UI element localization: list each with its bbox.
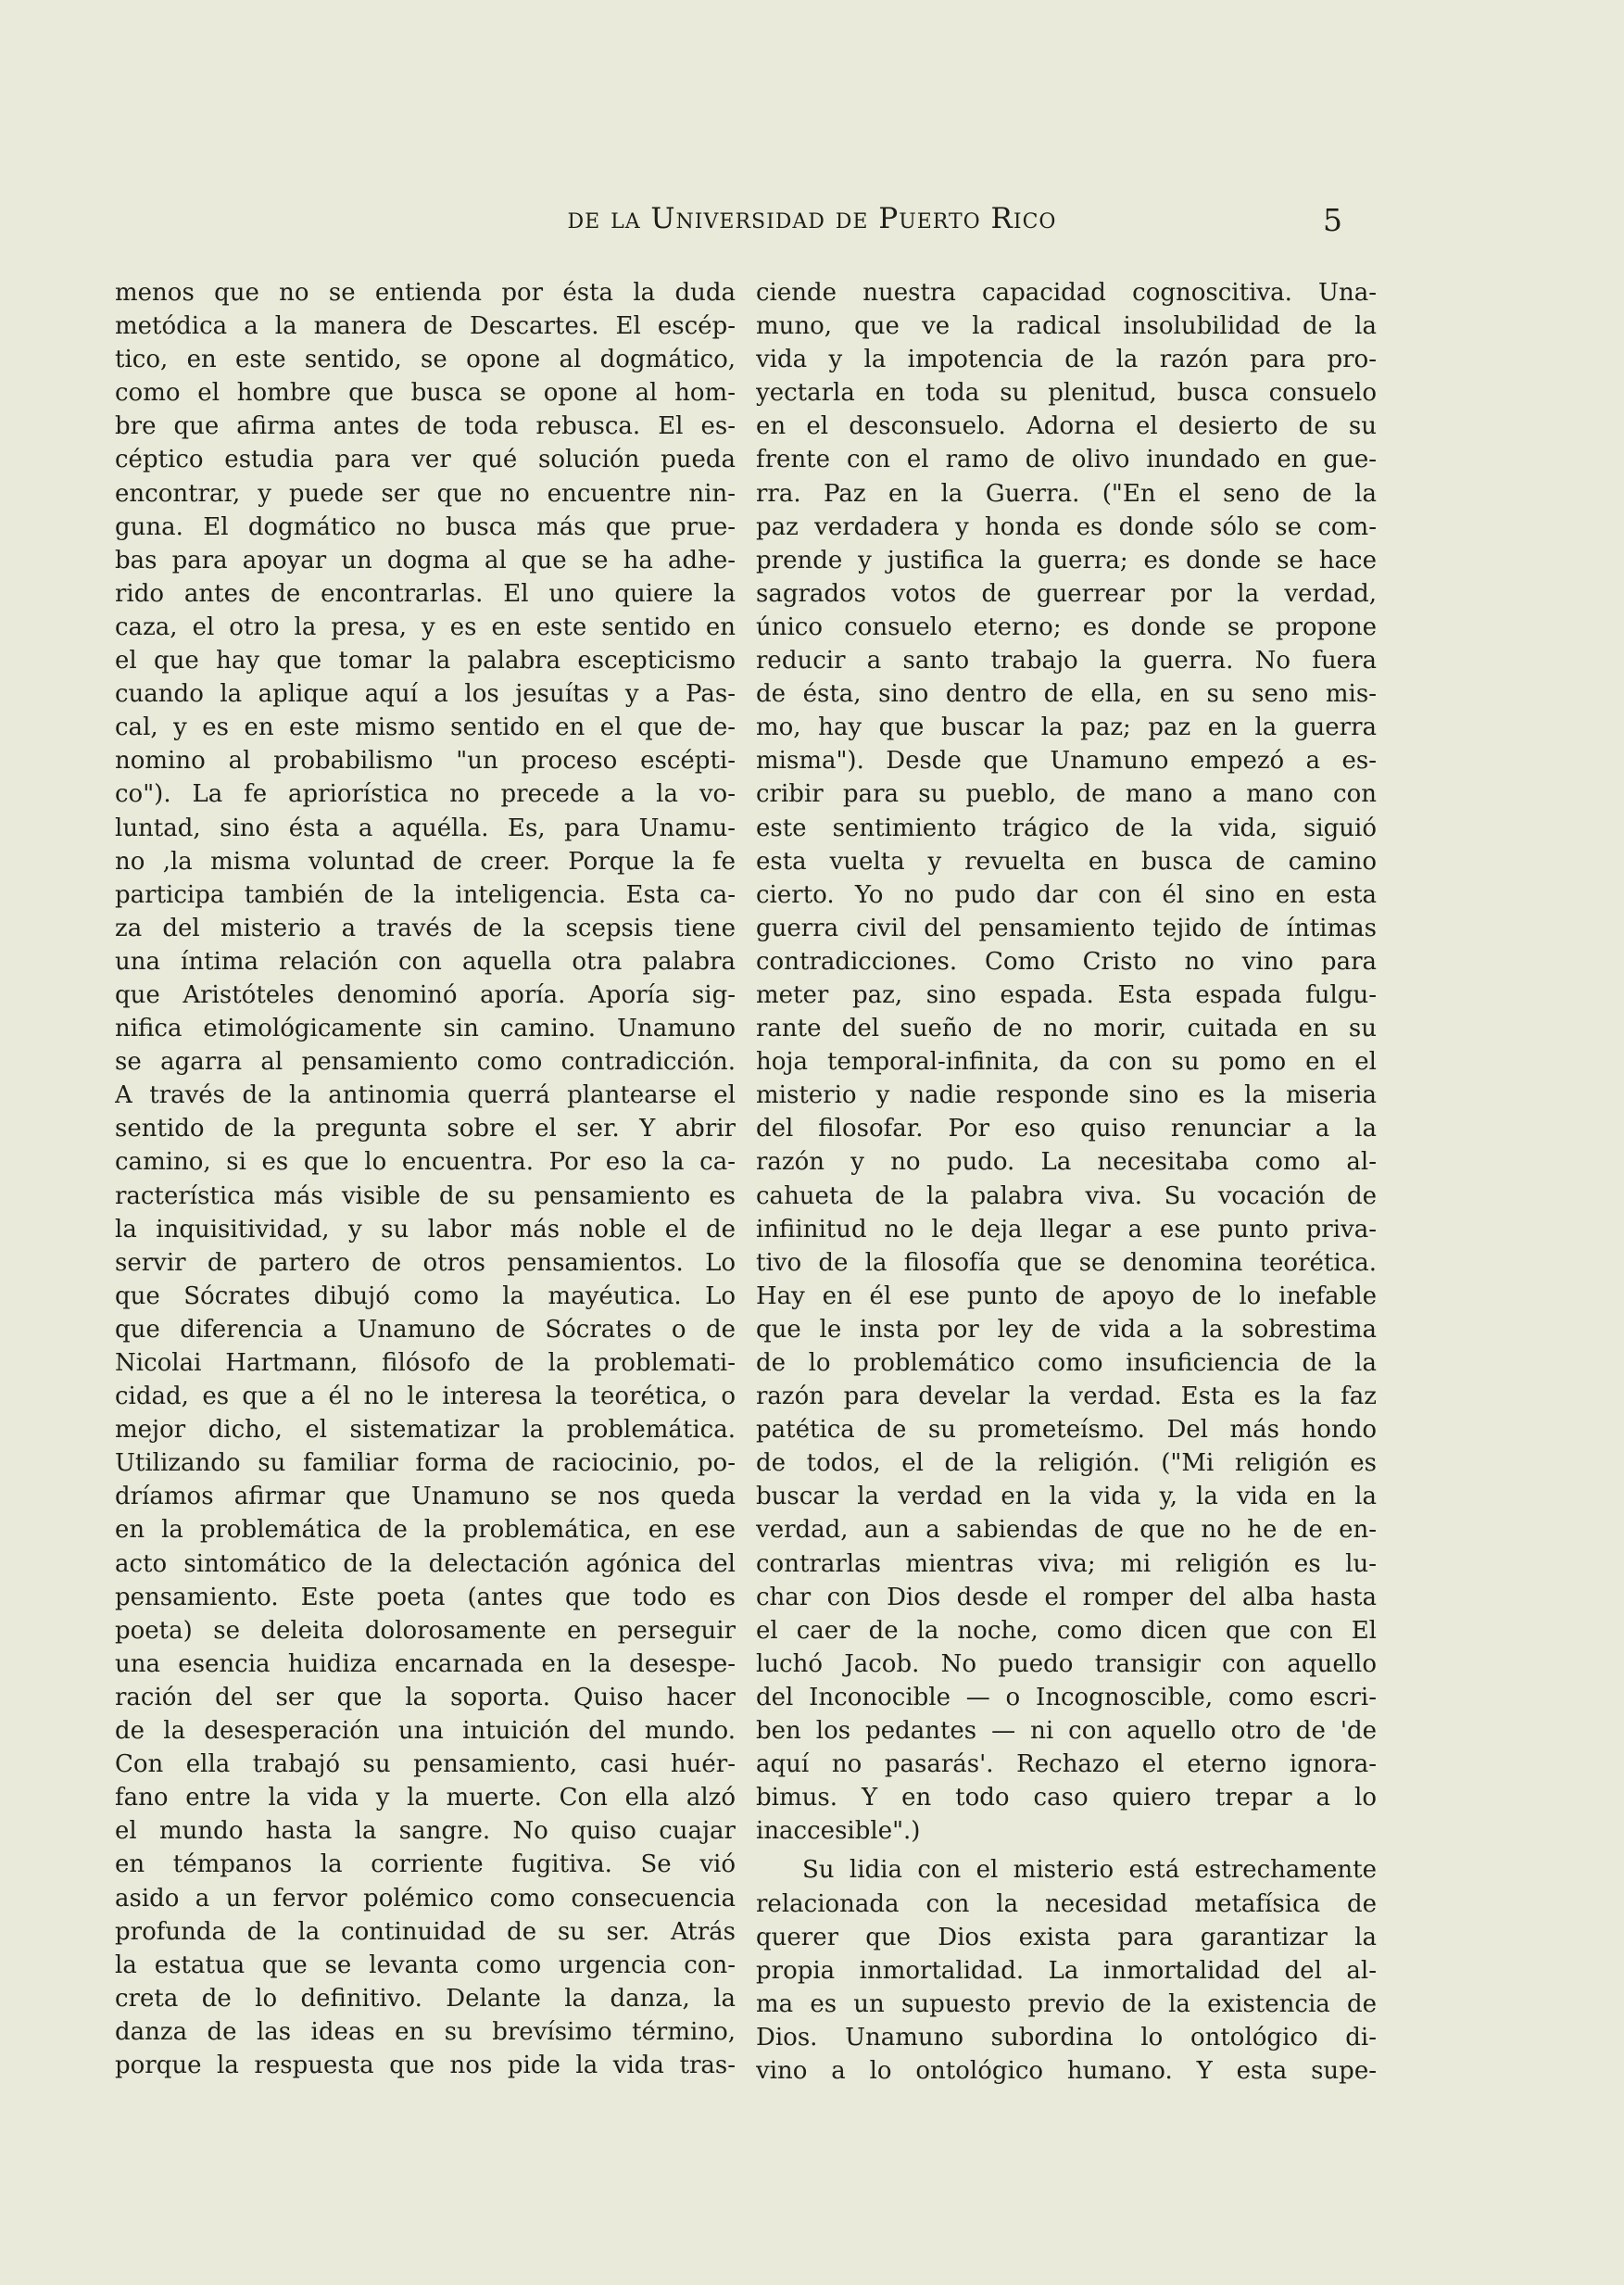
text-line: razón para develar la verdad. Esta es la faz	[756, 1382, 1377, 1411]
text-line: rra. Paz en la Guerra. ("En el seno de la	[756, 479, 1377, 508]
running-head	[0, 202, 1624, 248]
text-line: tivo de la filosofía que se denomina teorética.	[756, 1248, 1377, 1277]
text-line: menos que no se entienda por ésta la duda	[115, 279, 736, 307]
text-line: relacionada con la necesidad metafísica de	[756, 1889, 1377, 1918]
text-line: porque la respuesta que nos pide la vida tras-	[115, 2051, 736, 2079]
text-line: tico, en este sentido, se opone al dogmático,	[115, 346, 736, 374]
text-line: char con Dios desde el romper del alba hasta	[756, 1583, 1377, 1611]
text-line: ma es un supuesto previo de la existencia de	[756, 1989, 1377, 2018]
text-line: Dios. Unamuno subordina lo ontológico di-	[756, 2023, 1377, 2051]
text-line: guerra civil del pensamiento tejido de íntimas	[756, 914, 1377, 942]
text-line: acto sintomático de la delectación agónica del	[115, 1549, 736, 1578]
text-line: creta de lo definitivo. Delante la danza, la	[115, 1984, 736, 2013]
text-line: de ésta, sino dentro de ella, en su seno mis-	[756, 680, 1377, 709]
text-line: servir de partero de otros pensamientos. Lo	[115, 1248, 736, 1277]
text-line: que diferencia a Unamuno de Sócrates o de	[115, 1315, 736, 1344]
text-line: cierto. Yo no pudo dar con él sino en esta	[756, 880, 1377, 909]
text-line: guna. El dogmático no busca más que prue-	[115, 512, 736, 541]
text-line: del Inconocible — o Incognoscible, como escri-	[756, 1683, 1377, 1711]
text-line: de la desesperación una intuición del mundo.	[115, 1717, 736, 1746]
text-line: frente con el ramo de olivo inundado en gue-	[756, 446, 1377, 474]
text-line: en la problemática de la problemática, en ese	[115, 1516, 736, 1545]
text-line: dríamos afirmar que Unamuno se nos queda	[115, 1483, 736, 1511]
text-line: que le insta por ley de vida a la sobrestima	[756, 1315, 1377, 1344]
text-line: caza, el otro la presa, y es en este sentido en	[115, 612, 736, 641]
text-line: ración del ser que la soporta. Quiso hacer	[115, 1683, 736, 1711]
text-line: querer que Dios exista para garantizar la	[756, 1923, 1377, 1951]
text-line: rido antes de encontrarlas. El uno quiere la	[115, 579, 736, 608]
text-line: como el hombre que busca se opone al hom-	[115, 379, 736, 408]
text-line: metódica a la manera de Descartes. El escép-	[115, 312, 736, 341]
text-line: nifica etimológicamente sin camino. Unamuno	[115, 1015, 736, 1043]
text-line: cuando la aplique aquí a los jesuítas y a Pas-	[115, 680, 736, 709]
text-line: asido a un fervor polémico como consecuencia	[115, 1884, 736, 1913]
text-line: bas para apoyar un dogma al que se ha adhe-	[115, 546, 736, 574]
text-line: Su lidia con el misterio está estrechamente	[802, 1856, 1377, 1885]
text-line: muno, que ve la radical insolubilidad de la	[756, 312, 1377, 341]
text-line: cribir para su pueblo, de mano a mano con	[756, 780, 1377, 809]
text-line: poeta) se deleita dolorosamente en perseguir	[115, 1616, 736, 1645]
text-line: la inquisitividad, y su labor más noble el de	[115, 1215, 736, 1243]
text-line: luchó Jacob. No puedo transigir con aquello	[756, 1649, 1377, 1678]
text-line: este sentimiento trágico de la vida, siguió	[756, 814, 1377, 842]
text-line: sentido de la pregunta sobre el ser. Y abrir	[115, 1115, 736, 1143]
running-title: de la Universidad de Puerto Rico	[567, 202, 1057, 235]
text-line: no ,la misma voluntad de creer. Porque la fe	[115, 847, 736, 876]
text-line: mejor dicho, el sistematizar la problemática.	[115, 1416, 736, 1445]
text-line: cidad, es que a él no le interesa la teorética, o	[115, 1382, 736, 1411]
text-line: que Sócrates dibujó como la mayéutica. Lo	[115, 1281, 736, 1310]
text-line: único consuelo eterno; es donde se propone	[756, 612, 1377, 641]
text-line: misma"). Desde que Unamuno empezó a es-	[756, 747, 1377, 776]
text-line: cal, y es en este mismo sentido en el que de-	[115, 713, 736, 742]
text-line: nomino al probabilismo "un proceso escépti-	[115, 747, 736, 776]
left-column	[115, 276, 736, 2082]
text-line: buscar la verdad en la vida y, la vida en la	[756, 1483, 1377, 1511]
text-line: el caer de la noche, como dicen que con El	[756, 1616, 1377, 1645]
text-line: luntad, sino ésta a aquélla. Es, para Unamu-	[115, 814, 736, 842]
text-line: yectarla en toda su plenitud, busca consuelo	[756, 379, 1377, 408]
text-line: co"). La fe apriorística no precede a la vo-	[115, 780, 736, 809]
text-line: bre que afirma antes de toda rebusca. El es-	[115, 412, 736, 441]
text-line: de todos, el de la religión. ("Mi religión es	[756, 1449, 1377, 1478]
text-line: vino a lo ontológico humano. Y esta supe-	[756, 2056, 1377, 2085]
text-line: en témpanos la corriente fugitiva. Se vió	[115, 1850, 736, 1879]
text-line: cahueta de la palabra viva. Su vocación de	[756, 1181, 1377, 1210]
text-line: sagrados votos de guerrear por la verdad,	[756, 579, 1377, 608]
text-line: Nicolai Hartmann, filósofo de la problemati-	[115, 1349, 736, 1377]
text-line: de lo problemático como insuficiencia de la	[756, 1349, 1377, 1377]
text-line: mo, hay que buscar la paz; paz en la guerra	[756, 713, 1377, 742]
text-line: el mundo hasta la sangre. No quiso cuajar	[115, 1817, 736, 1846]
text-line: una íntima relación con aquella otra palabra	[115, 947, 736, 976]
text-line: la estatua que se levanta como urgencia con-	[115, 1950, 736, 1979]
text-line: verdad, aun a sabiendas de que no he de en-	[756, 1516, 1377, 1545]
text-line: fano entre la vida y la muerte. Con ella alzó	[115, 1784, 736, 1812]
text-line: A través de la antinomia querrá plantearse el	[115, 1081, 736, 1110]
right-column	[756, 276, 1377, 2088]
text-line: razón y no pudo. La necesitaba como al-	[756, 1148, 1377, 1177]
text-line: propia inmortalidad. La inmortalidad del al-	[756, 1956, 1377, 1985]
text-line: za del misterio a través de la scepsis tiene	[115, 914, 736, 942]
text-line: Utilizando su familiar forma de raciocinio, po-	[115, 1449, 736, 1478]
text-line: meter paz, sino espada. Esta espada fulgu-	[756, 980, 1377, 1009]
text-line: ciende nuestra capacidad cognoscitiva. Una-	[756, 279, 1377, 307]
text-line: hoja temporal-infinita, da con su pomo en el	[756, 1048, 1377, 1077]
text-line: inaccesible".)	[756, 1817, 921, 1846]
text-line: contrarlas mientras viva; mi religión es lu-	[756, 1549, 1377, 1578]
text-line: ben los pedantes — ni con aquello otro de 'de	[756, 1717, 1377, 1746]
text-line: rante del sueño de no morir, cuitada en su	[756, 1015, 1377, 1043]
text-line: pensamiento. Este poeta (antes que todo es	[115, 1583, 736, 1611]
text-line: camino, si es que lo encuentra. Por eso la ca-	[115, 1148, 736, 1177]
text-line: infiinitud no le deja llegar a ese punto priva-	[756, 1215, 1377, 1243]
text-line: aquí no pasarás'. Rechazo el eterno ignora-	[756, 1750, 1377, 1779]
text-line: céptico estudia para ver qué solución pueda	[115, 446, 736, 474]
text-line: Con ella trabajó su pensamiento, casi huér-	[115, 1750, 736, 1779]
page-number: 5	[1323, 202, 1342, 238]
text-line: prende y justifica la guerra; es donde se hace	[756, 546, 1377, 574]
text-line: que Aristóteles denominó aporía. Aporía sig-	[115, 980, 736, 1009]
text-line: en el desconsuelo. Adorna el desierto de su	[756, 412, 1377, 441]
text-line: bimus. Y en todo caso quiero trepar a lo	[756, 1784, 1377, 1812]
text-line: danza de las ideas en su brevísimo término,	[115, 2017, 736, 2046]
text-line: paz verdadera y honda es donde sólo se com-	[756, 512, 1377, 541]
text-line: reducir a santo trabajo la guerra. No fuera	[756, 647, 1377, 675]
text-line: racterística más visible de su pensamiento es	[115, 1181, 736, 1210]
text-line: del filosofar. Por eso quiso renunciar a la	[756, 1115, 1377, 1143]
text-line: esta vuelta y revuelta en busca de camino	[756, 847, 1377, 876]
text-line: participa también de la inteligencia. Esta ca-	[115, 880, 736, 909]
text-line: patética de su prometeísmo. Del más hondo	[756, 1416, 1377, 1445]
text-line: vida y la impotencia de la razón para pro-	[756, 346, 1377, 374]
text-line: una esencia huidiza encarnada en la desespe-	[115, 1649, 736, 1678]
text-line: encontrar, y puede ser que no encuentre nin-	[115, 479, 736, 508]
text-line: el que hay que tomar la palabra escepticismo	[115, 647, 736, 675]
text-line: se agarra al pensamiento como contradicción.	[115, 1048, 736, 1077]
text-line: profunda de la continuidad de su ser. Atrás	[115, 1917, 736, 1946]
text-line: Hay en él ese punto de apoyo de lo inefable	[756, 1281, 1377, 1310]
text-line: contradicciones. Como Cristo no vino para	[756, 947, 1377, 976]
text-line: misterio y nadie responde sino es la miseria	[756, 1081, 1377, 1110]
